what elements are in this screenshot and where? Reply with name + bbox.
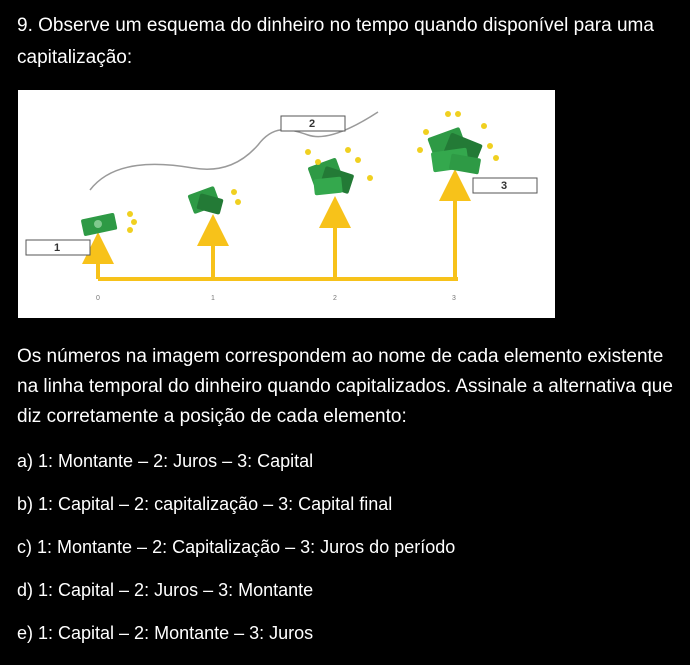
tick-label-1: 1 bbox=[211, 295, 215, 302]
timeline-diagram bbox=[18, 90, 555, 318]
label-box-1-text: 1 bbox=[54, 242, 61, 254]
money-icon-period-2 bbox=[305, 147, 373, 195]
question-text: 9. Observe um esquema do dinheiro no tempo quando disponível para uma capitalização: bbox=[17, 15, 654, 68]
money-timeline-figure bbox=[18, 90, 555, 318]
option-c[interactable]: c) 1: Montante – 2: Capitalização – 3: Juros do período bbox=[17, 537, 456, 557]
money-icon-period-3 bbox=[417, 111, 499, 174]
tick-label-0: 0 bbox=[96, 295, 100, 302]
label-box-2-text: 2 bbox=[309, 118, 316, 130]
label-box-1 bbox=[26, 240, 90, 255]
label-box-3 bbox=[473, 178, 537, 193]
option-e[interactable]: e) 1: Capital – 2: Montante – 3: Juros bbox=[17, 623, 314, 643]
option-a[interactable]: a) 1: Montante – 2: Juros – 3: Capital bbox=[17, 451, 314, 471]
money-icon-period-0 bbox=[81, 211, 137, 236]
description-text: Os números na imagem correspondem ao nome de cada elemento existente na linha temporal do dinheiro quando capitalizados. Assinale a alternativa que diz corretamente a posição de cada elemento: bbox=[17, 346, 673, 427]
option-b[interactable]: b) 1: Capital – 2: capitalização – 3: Capital final bbox=[17, 494, 393, 514]
label-box-3-text: 3 bbox=[501, 180, 508, 192]
tick-label-2: 2 bbox=[333, 295, 337, 302]
option-d[interactable]: d) 1: Capital – 2: Juros – 3: Montante bbox=[17, 580, 314, 600]
tick-label-3: 3 bbox=[452, 295, 456, 302]
money-icon-period-1 bbox=[187, 186, 241, 215]
label-box-2 bbox=[281, 116, 345, 131]
